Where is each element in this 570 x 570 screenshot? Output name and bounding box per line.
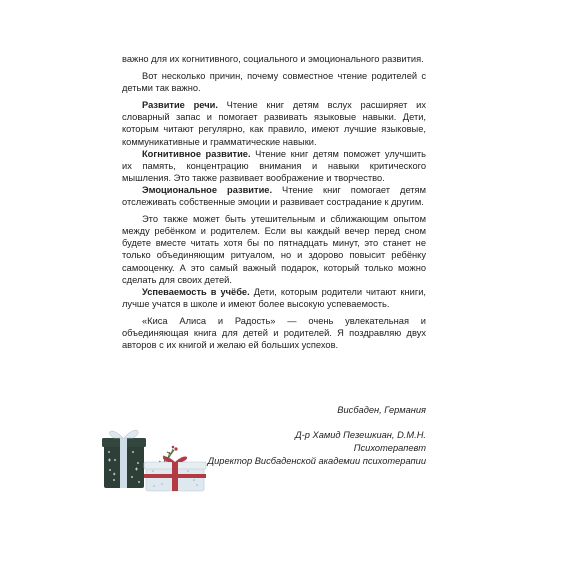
paragraph-bonding: Это также может быть утешительным и сближающим опытом между ребёнком и родителем. Если вы каждый вечер перед сном будете вместе читать хотя бы по пятнадцать минут, это станет не только объединяющим ритуалом, но и здорово повысит ребёнку самооценку. А это самый важный подарок, который только можно сделать для своих детей. — [122, 214, 426, 285]
heading-cognitive: Когнитивное развитие. — [142, 148, 251, 159]
heading-school: Успеваемость в учёбе. — [142, 286, 250, 297]
heading-speech: Развитие речи. — [142, 100, 218, 111]
signature-title: Директор Висбаденской академии психотерапии — [207, 456, 426, 466]
light-gift-box — [144, 457, 206, 491]
paragraph-congrats: «Киса Алиса и Радость» — очень увлекательная и объединяющая книга для детей и родителей. Я поздравляю двух авторов с их книгой и желаю ей больших успехов. — [122, 315, 426, 351]
signature-role: Психотерапевт — [353, 443, 426, 453]
paragraph-speech: Развитие речи. Чтение книг детям вслух расширяет их словарный запас и помогает развивать языковые навыки. Дети, которым читают регулярно, как правило, имеют лучшие языковые, коммуникативные и грамматические навыки. — [122, 100, 426, 147]
gift-boxes-illustration — [98, 422, 220, 494]
paragraph-emotional: Эмоциональное развитие. Чтение книг помогает детям отслеживать собственные эмоции и развивает сострадание к другим. — [122, 184, 426, 208]
paragraph-cognitive: Когнитивное развитие. Чтение книг детям поможет улучшить их память, концентрацию внимания и навыки критического мышления. Это также развивает воображение и творчество. — [122, 148, 427, 183]
main-text — [122, 53, 426, 356]
paragraph-intro-end: важно для их когнитивного, социального и эмоционального развития. — [122, 54, 424, 64]
signature-city: Висбаден, Германия — [337, 405, 426, 415]
paragraph-reasons: Вот несколько причин, почему совместное чтение родителей с детьми так важно. — [122, 71, 426, 94]
heading-emotional: Эмоциональное развитие. — [142, 184, 273, 195]
dark-gift-box — [102, 430, 146, 488]
paragraph-school: Успеваемость в учёбе. Дети, которым родители читают книги, лучше учатся в школе и имеют более высокую успеваемость. — [122, 286, 426, 309]
signature-name: Д-р Хамид Пезешкиан, D.M.H. — [295, 430, 426, 440]
